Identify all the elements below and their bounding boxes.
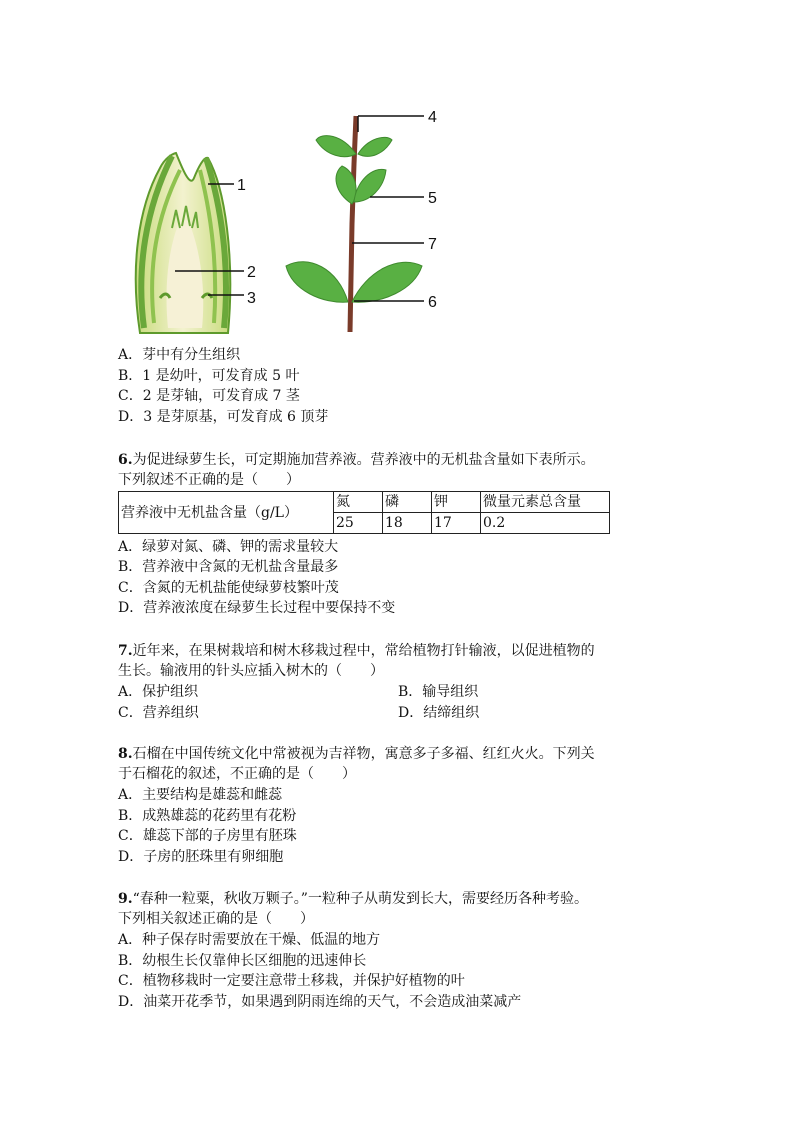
q7-stem-line1 [118, 641, 595, 661]
plant-label-5: 5 [428, 190, 437, 207]
q7-number: 7. [118, 643, 133, 659]
q9-option-c: C．植物移栽时一定要注意带土移栽，并保护好植物的叶 [118, 973, 465, 989]
plant-shoot-figure [282, 104, 452, 336]
table-header-nitrogen: 氮 [334, 492, 383, 513]
table-value-trace: 0.2 [481, 513, 610, 534]
q9-option-b: B．幼根生长仅靠伸长区细胞的迅速伸长 [118, 953, 367, 969]
q6-option-d: D．营养液浓度在绿萝生长过程中要保持不变 [118, 600, 396, 616]
plant-label-7: 7 [428, 236, 437, 253]
q8-text-1: 石榴在中国传统文化中常被视为吉祥物，寓意多子多福、红红火火。下列关 [132, 746, 595, 762]
q9-number: 9. [118, 891, 133, 907]
q8-stem-line1 [118, 744, 595, 764]
table-header-phosphorus: 磷 [383, 492, 432, 513]
q5-option-a: A．芽中有分生组织 [118, 347, 241, 363]
q7-stem-line2: 生长。输液用的针头应插入树木的（ ） [118, 663, 384, 679]
q7-text-1: 近年来，在果树栽培和树木移栽过程中，常给植物打针输液，以促进植物的 [132, 643, 595, 659]
q5-option-c: C．2 是芽轴，可发育成 7 茎 [118, 388, 300, 404]
bud-label-3: 3 [247, 290, 256, 307]
q6-number: 6. [118, 452, 133, 468]
nutrient-table [118, 491, 610, 534]
q8-option-a: A．主要结构是雄蕊和雌蕊 [118, 787, 283, 803]
q5-option-b: B．1 是幼叶，可发育成 5 叶 [118, 368, 300, 384]
q7-option-b: B．输导组织 [398, 684, 479, 700]
bud-section-figure [120, 148, 280, 338]
q9-stem-line2: 下列相关叙述正确的是（ ） [118, 911, 314, 927]
table-header-trace: 微量元素总含量 [481, 492, 610, 513]
plant-label-6: 6 [428, 294, 437, 311]
q7-option-d: D．结缔组织 [398, 705, 480, 721]
plant-label-4: 4 [428, 109, 437, 126]
q8-option-d: D．子房的胚珠里有卵细胞 [118, 849, 284, 865]
q6-text-1: 为促进绿萝生长，可定期施加营养液。营养液中的无机盐含量如下表所示。 [132, 452, 595, 468]
q6-stem-line2: 下列叙述不正确的是（ ） [118, 472, 300, 488]
q6-option-b: B．营养液中含氮的无机盐含量最多 [118, 559, 339, 575]
q8-option-c: C．雄蕊下部的子房里有胚珠 [118, 828, 297, 844]
q9-option-d: D．油菜开花季节，如果遇到阴雨连绵的天气，不会造成油菜减产 [118, 994, 522, 1010]
bud-label-2: 2 [247, 264, 256, 281]
q9-stem-line1 [118, 889, 588, 909]
table-header-potassium: 钾 [432, 492, 481, 513]
q8-number: 8. [118, 746, 133, 762]
q7-option-a: A．保护组织 [118, 684, 199, 700]
q6-option-a: A．绿萝对氮、磷、钾的需求量较大 [118, 539, 339, 555]
q9-option-a: A．种子保存时需要放在干燥、低温的地方 [118, 932, 381, 948]
table-value-potassium: 17 [432, 513, 481, 534]
q8-option-b: B．成熟雄蕊的花药里有花粉 [118, 808, 297, 824]
table-value-phosphorus: 18 [383, 513, 432, 534]
table-row-header: 营养液中无机盐含量（g/L） [119, 492, 334, 534]
q6-stem-line1 [118, 450, 595, 470]
q8-stem-line2: 于石榴花的叙述，不正确的是（ ） [118, 766, 356, 782]
q9-text-1: “春种一粒粟，秋收万颗子。”一粒种子从萌发到长大，需要经历各种考验。 [132, 891, 588, 907]
table-value-nitrogen: 25 [334, 513, 383, 534]
q7-option-c: C．营养组织 [118, 705, 199, 721]
q6-option-c: C．含氮的无机盐能使绿萝枝繁叶茂 [118, 580, 339, 596]
bud-label-1: 1 [237, 177, 246, 194]
q5-option-d: D．3 是芽原基，可发育成 6 顶芽 [118, 409, 329, 425]
